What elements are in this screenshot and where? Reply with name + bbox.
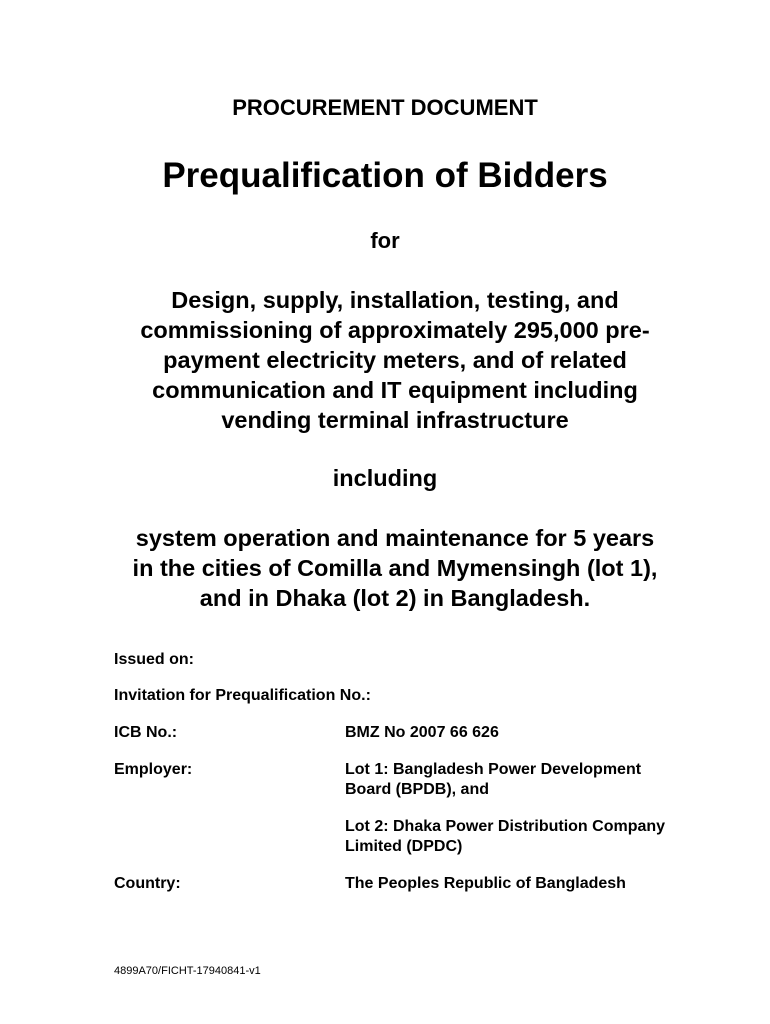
icb-number-label: ICB No.: — [114, 724, 178, 741]
employer-lot2-line: Limited (DPDC) — [345, 838, 463, 855]
icb-number-value: BMZ No 2007 66 626 — [345, 724, 499, 741]
country-label: Country: — [114, 875, 181, 892]
including-connector: including — [332, 465, 438, 491]
employer-label: Employer: — [114, 761, 193, 778]
operation-line: and in Dhaka (lot 2) in Bangladesh. — [199, 585, 591, 611]
operation-description — [85, 523, 705, 613]
employer-lot1-line: Lot 1: Bangladesh Power Development — [345, 761, 642, 778]
scope-line: Design, supply, installation, testing, and — [171, 287, 619, 313]
employer-lot1-value — [345, 760, 725, 800]
employer-lot2-line: Lot 2: Dhaka Power Distribution Company — [345, 818, 666, 835]
employer-lot1-line: Board (BPDB), and — [345, 781, 489, 798]
scope-line: communication and IT equipment including — [152, 377, 638, 403]
scope-line: payment electricity meters, and of related — [163, 347, 627, 373]
invitation-number-label: Invitation for Prequalification No.: — [114, 687, 371, 704]
operation-line: system operation and maintenance for 5 years — [135, 525, 655, 551]
country-value: The Peoples Republic of Bangladesh — [345, 875, 626, 892]
scope-description — [100, 285, 690, 435]
document-reference: 4899A70/FICHT-17940841-v1 — [114, 965, 261, 977]
document-type-heading: PROCUREMENT DOCUMENT — [232, 95, 538, 120]
issued-on-label: Issued on: — [114, 651, 195, 668]
scope-line: vending terminal infrastructure — [221, 407, 569, 433]
employer-lot2-value — [345, 817, 725, 857]
operation-line: in the cities of Comilla and Mymensingh (lot 1), — [132, 555, 658, 581]
page-title: Prequalification of Bidders — [162, 156, 608, 195]
scope-line: commissioning of approximately 295,000 pre- — [140, 317, 650, 343]
for-connector: for — [370, 228, 400, 253]
